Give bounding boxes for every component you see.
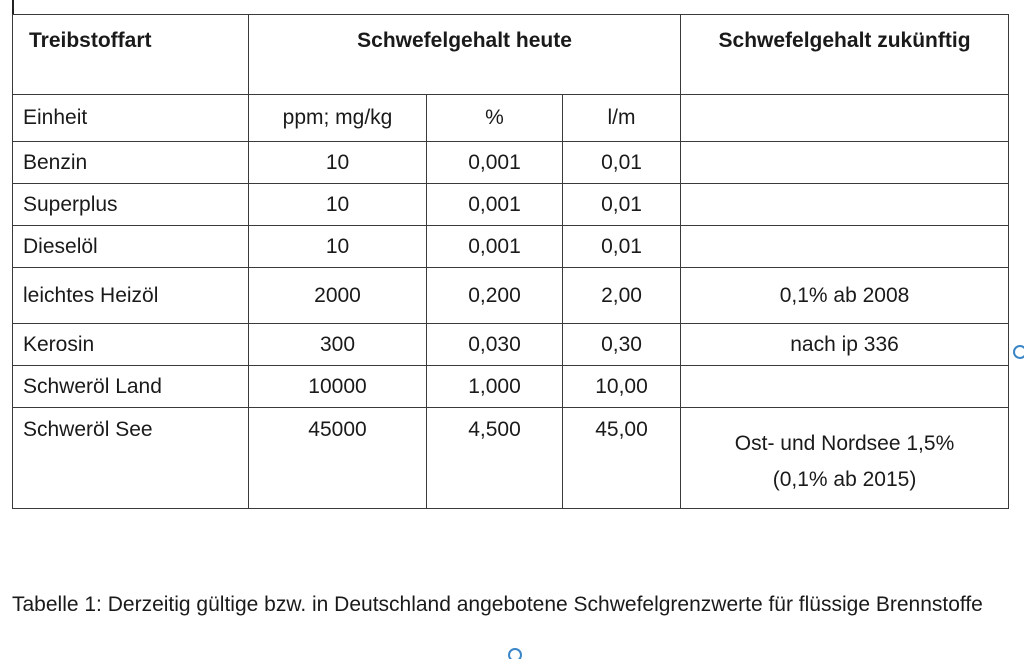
- table-row: [13, 226, 1009, 268]
- cell-ppm: 300: [249, 324, 427, 366]
- cell-ppm: 45000: [249, 408, 427, 509]
- cell-per-m: 0,01: [563, 184, 681, 226]
- future-note-line2: (0,1% ab 2015): [772, 468, 917, 491]
- cell-per-m: 0,01: [563, 142, 681, 184]
- table-row: [13, 324, 1009, 366]
- future-note-line1: Ost- und Nordsee 1,5%: [734, 432, 955, 455]
- cell-per-m: 2,00: [563, 268, 681, 324]
- cell-future: [681, 142, 1009, 184]
- cell-ppm: 10: [249, 184, 427, 226]
- text-cursor-stub: [12, 0, 14, 14]
- cell-future: nach ip 336: [681, 324, 1009, 366]
- cell-percent: 0,001: [427, 184, 563, 226]
- cell-per-m: 0,30: [563, 324, 681, 366]
- row-label: Dieselöl: [13, 226, 249, 268]
- selection-handle-icon[interactable]: [1013, 345, 1024, 359]
- table-header-row: [13, 15, 1009, 95]
- table-row: [13, 95, 1009, 142]
- cell-percent: 0,030: [427, 324, 563, 366]
- table-row: [13, 184, 1009, 226]
- cell-future: [681, 95, 1009, 142]
- table-row: [13, 142, 1009, 184]
- cell-future: [681, 408, 1009, 509]
- cell-per-m: 45,00: [563, 408, 681, 509]
- row-label: Einheit: [13, 95, 249, 142]
- cell-future: [681, 226, 1009, 268]
- cell-future: 0,1% ab 2008: [681, 268, 1009, 324]
- cell-ppm: 2000: [249, 268, 427, 324]
- cell-ppm: 10000: [249, 366, 427, 408]
- row-label: Schweröl See: [13, 408, 249, 509]
- row-label: Benzin: [13, 142, 249, 184]
- header-fuel-type: Treibstoffart: [13, 15, 249, 95]
- cell-percent: 0,001: [427, 226, 563, 268]
- cell-future: [681, 366, 1009, 408]
- header-sulfur-today: Schwefelgehalt heute: [249, 15, 681, 95]
- table-row: [13, 366, 1009, 408]
- cell-percent: 0,200: [427, 268, 563, 324]
- cell-future: [681, 184, 1009, 226]
- cell-ppm: 10: [249, 226, 427, 268]
- row-label: Schweröl Land: [13, 366, 249, 408]
- cell-percent: 1,000: [427, 366, 563, 408]
- cell-percent: %: [427, 95, 563, 142]
- row-label: leichtes Heizöl: [13, 268, 249, 324]
- row-label: Kerosin: [13, 324, 249, 366]
- cell-ppm: ppm; mg/kg: [249, 95, 427, 142]
- cell-per-m: 10,00: [563, 366, 681, 408]
- sulfur-limits-table: [12, 14, 1009, 509]
- table-caption: Tabelle 1: Derzeitig gültige bzw. in Deutschland angebotene Schwefelgrenzwerte für flüssige Brennstoffe: [12, 593, 983, 616]
- selection-handle-icon[interactable]: [508, 648, 522, 659]
- cell-per-m: l/m: [563, 95, 681, 142]
- cell-percent: 4,500: [427, 408, 563, 509]
- table-row: [13, 268, 1009, 324]
- header-sulfur-future: Schwefelgehalt zukünftig: [681, 15, 1009, 95]
- cell-ppm: 10: [249, 142, 427, 184]
- cell-percent: 0,001: [427, 142, 563, 184]
- table-row: [13, 408, 1009, 509]
- row-label: Superplus: [13, 184, 249, 226]
- cell-per-m: 0,01: [563, 226, 681, 268]
